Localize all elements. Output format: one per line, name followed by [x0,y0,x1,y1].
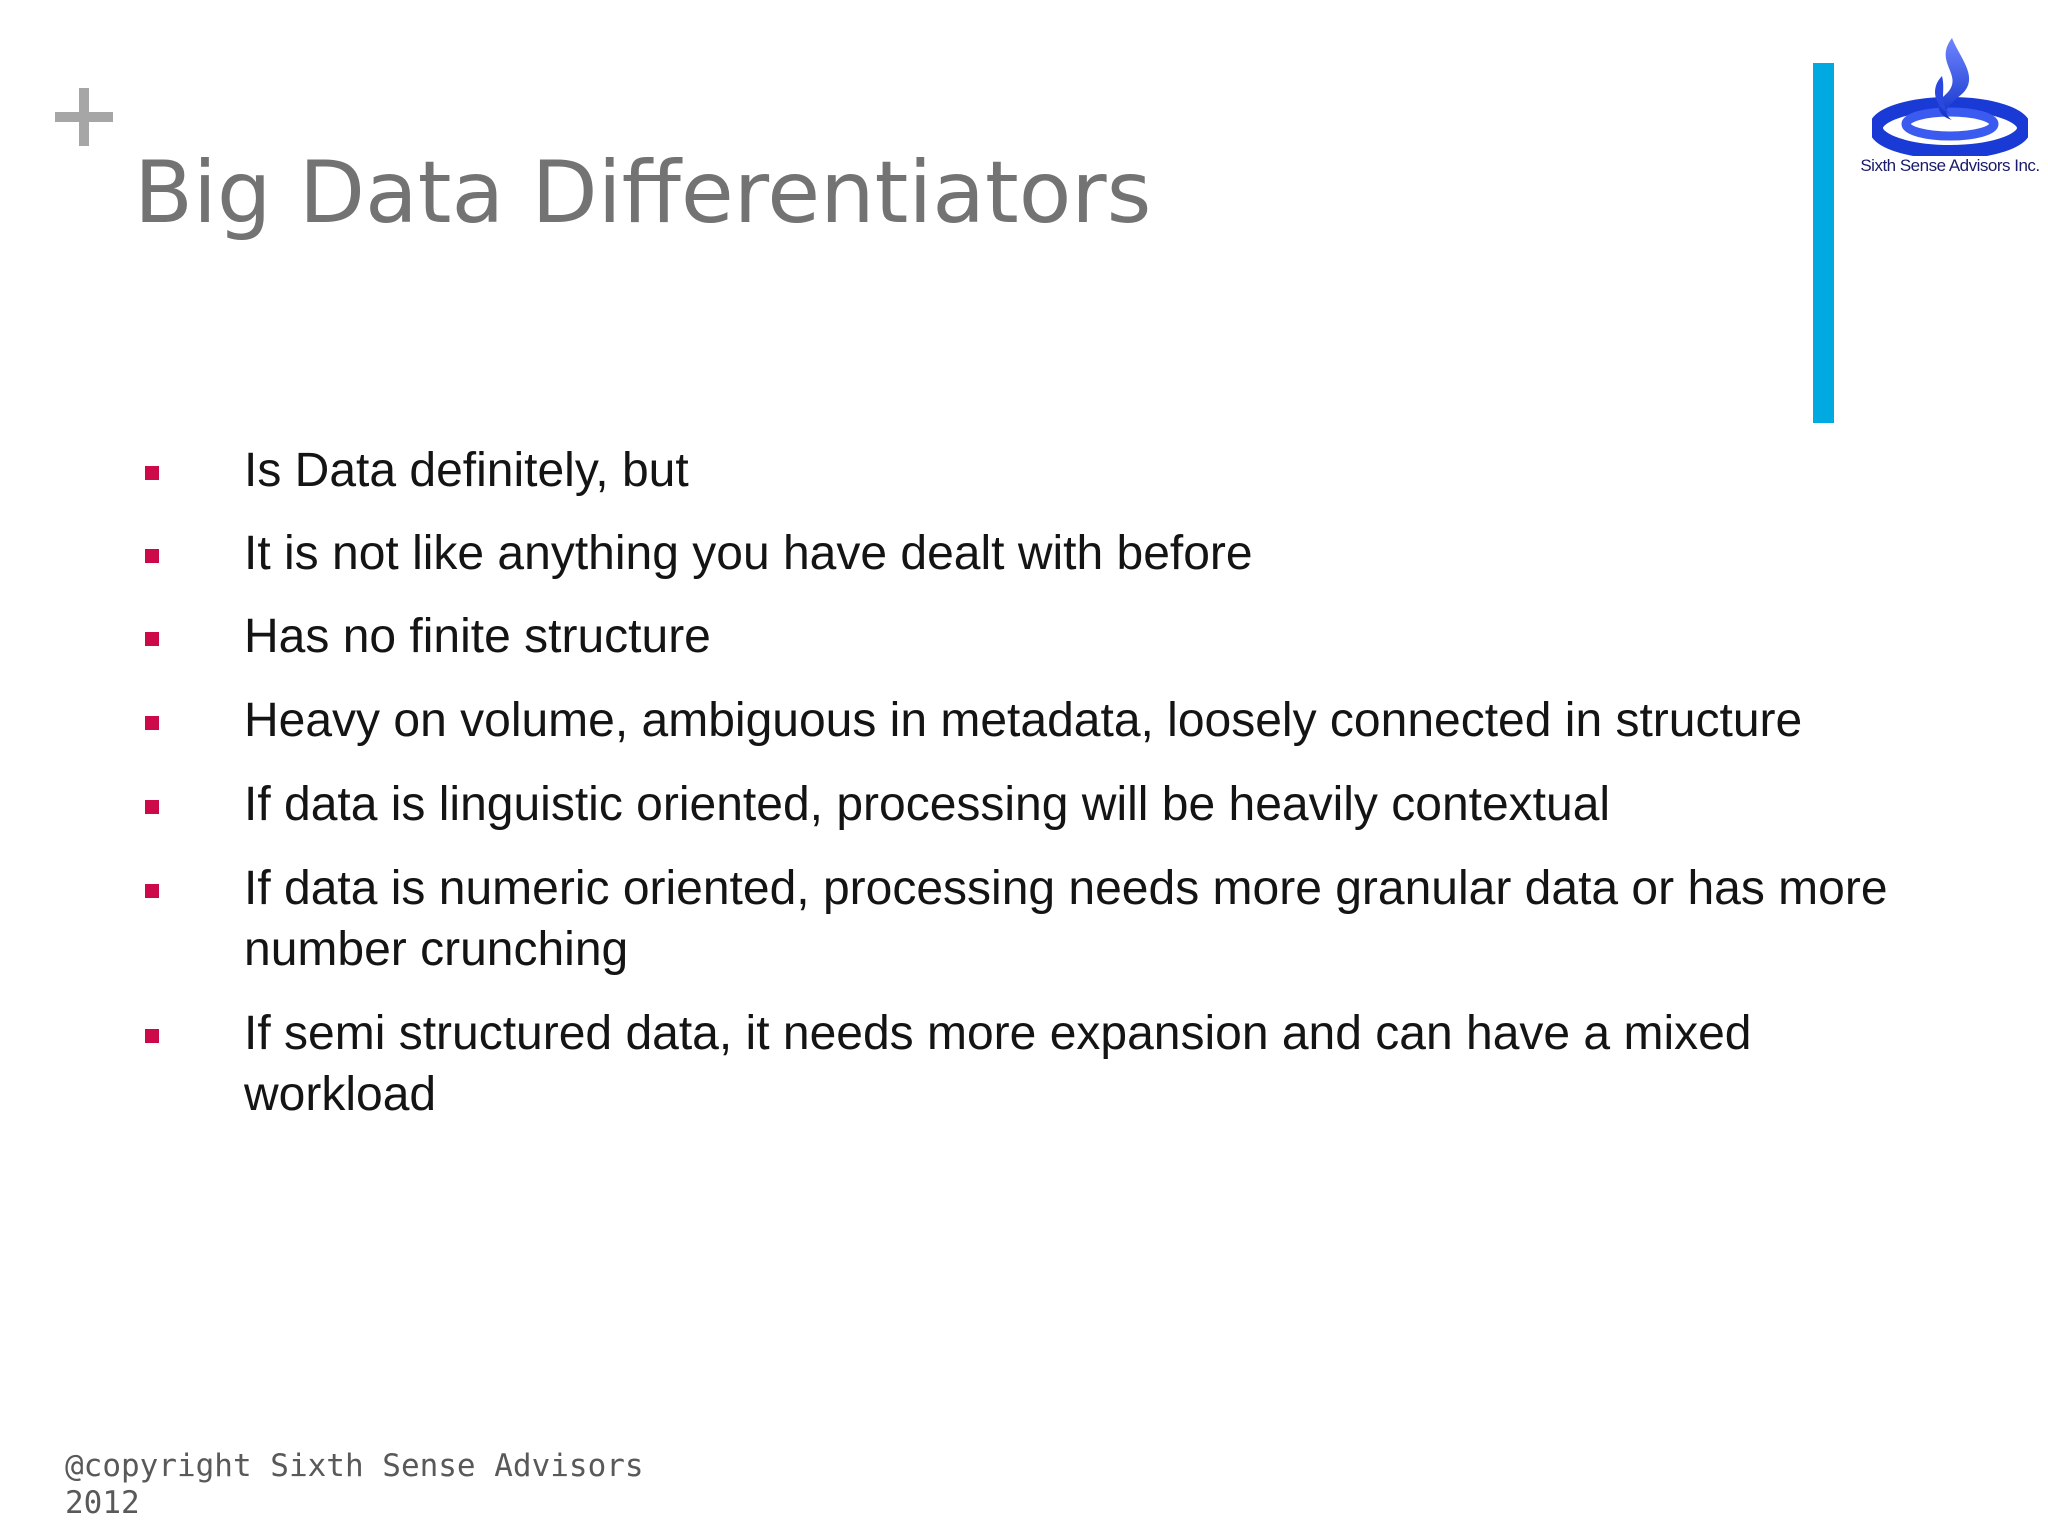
bullet-marker [145,884,159,898]
bullet-marker [145,716,159,730]
bullet-marker [145,1029,159,1043]
bullet-text: Has no finite structure [244,610,711,663]
bullet-text: Heavy on volume, ambiguous in metadata, loosely connected in structure [244,694,1803,747]
bullet-marker [145,632,159,646]
slide-title: Big Data Differentiators [134,143,1152,243]
copyright-year: 2012 [65,1485,140,1521]
bullet-marker [145,549,159,563]
accent-bar [1813,63,1834,423]
logo-text: Sixth Sense Advisors Inc. [1860,156,2040,175]
bullet-text: Is Data definitely, but [244,444,689,497]
bullet-marker [145,466,159,480]
copyright-line: @copyright Sixth Sense Advisors [65,1448,644,1484]
bullet-text: If semi structured data, it needs more expansion and can have a mixed workload [244,1007,1752,1121]
copyright-footer [65,1448,765,1522]
bullet-marker [145,800,159,814]
bullet-text: It is not like anything you have dealt with before [244,527,1253,580]
company-logo [1860,36,2040,186]
bullet-text: If data is numeric oriented, processing needs more granular data or has more number crunching [244,862,1888,976]
plus-icon [55,88,113,146]
bullet-text: If data is linguistic oriented, processing will be heavily contextual [244,778,1611,831]
flame-swirl-logo-icon [1872,36,2028,156]
